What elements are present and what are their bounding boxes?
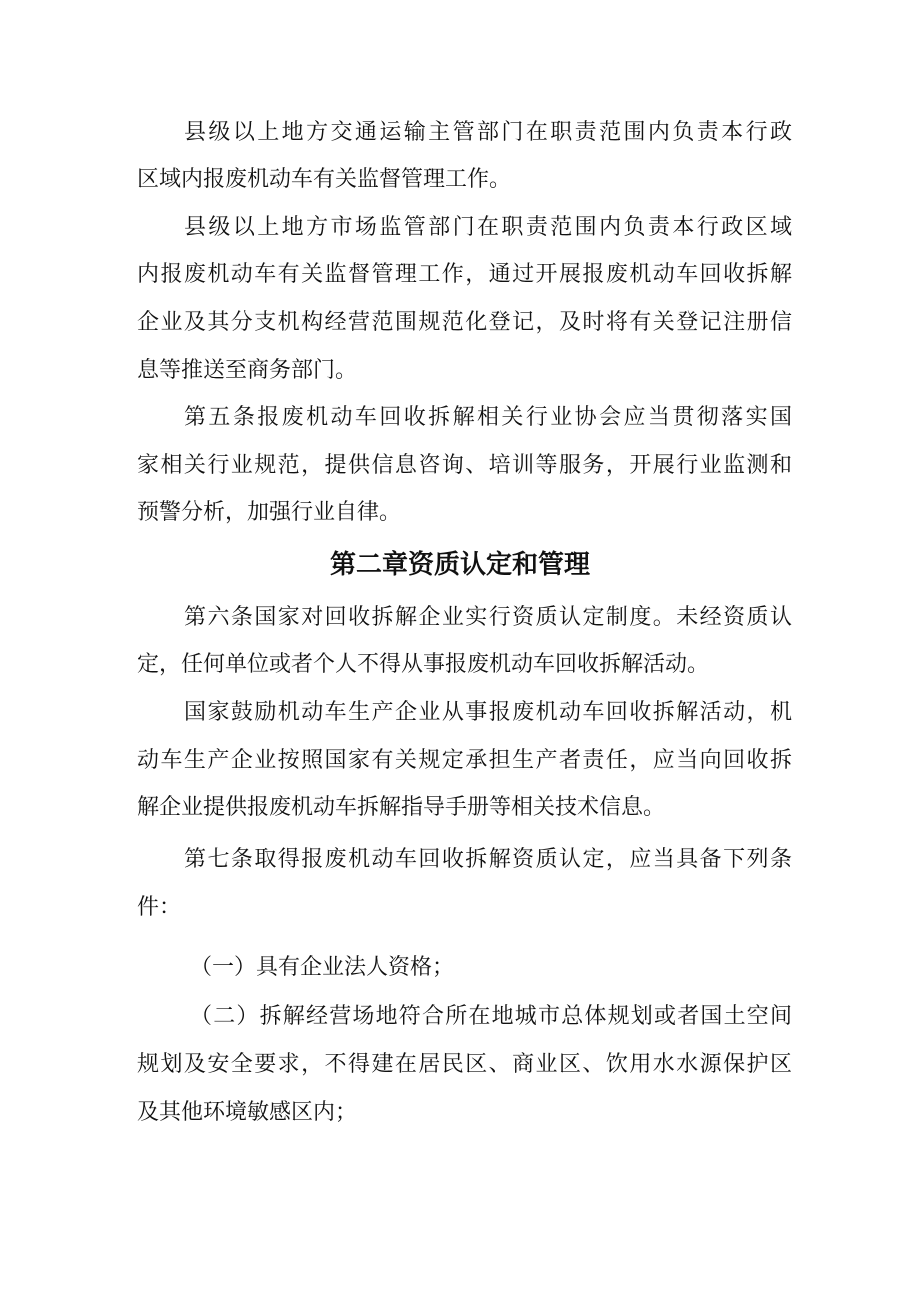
article-6-line-2: 定，任何单位或者个人不得从事报废机动车回收拆解活动。 — [137, 652, 710, 677]
item-1-line-1: （一）具有企业法人资格； — [190, 955, 455, 980]
paragraph-2-line-4: 息等推送至商务部门。 — [137, 358, 358, 383]
encourage-line-1: 国家鼓励机动车生产企业从事报废机动车回收拆解活动，机 — [184, 700, 792, 725]
article-5-line-1: 第五条报废机动车回收拆解相关行业协会应当贯彻落实国 — [184, 405, 792, 430]
article-6-line-1: 第六条国家对回收拆解企业实行资质认定制度。未经资质认 — [184, 605, 792, 630]
paragraph-2-line-3: 企业及其分支机构经营范围规范化登记，及时将有关登记注册信 — [137, 310, 792, 335]
article-7-line-2: 件： — [137, 895, 182, 920]
item-2-line-3: 及其他环境敏感区内； — [137, 1100, 358, 1125]
paragraph-2-line-1: 县级以上地方市场监管部门在职责范围内负责本行政区域 — [184, 215, 792, 240]
encourage-line-2: 动车生产企业按照国家有关规定承担生产者责任，应当向回收拆 — [137, 748, 792, 773]
article-7-line-1: 第七条取得报废机动车回收拆解资质认定，应当具备下列条 — [184, 847, 792, 872]
article-5-line-2: 家相关行业规范，提供信息咨询、培训等服务，开展行业监测和 — [137, 453, 792, 478]
item-2-line-2: 规划及安全要求，不得建在居民区、商业区、饮用水水源保护区 — [137, 1052, 792, 1077]
paragraph-2-line-2: 内报废机动车有关监督管理工作，通过开展报废机动车回收拆解 — [137, 262, 792, 287]
encourage-line-3: 解企业提供报废机动车拆解指导手册等相关技术信息。 — [137, 795, 666, 820]
item-2-line-1: （二）拆解经营场地符合所在地城市总体规划或者国土空间 — [190, 1004, 792, 1029]
chapter-heading: 第二章资质认定和管理 — [329, 550, 590, 580]
paragraph-1-line-2: 区域内报废机动车有关监督管理工作。 — [137, 167, 512, 192]
article-5-line-3: 预警分析，加强行业自律。 — [137, 500, 402, 525]
paragraph-1-line-1: 县级以上地方交通运输主管部门在职责范围内负责本行政 — [184, 120, 792, 145]
